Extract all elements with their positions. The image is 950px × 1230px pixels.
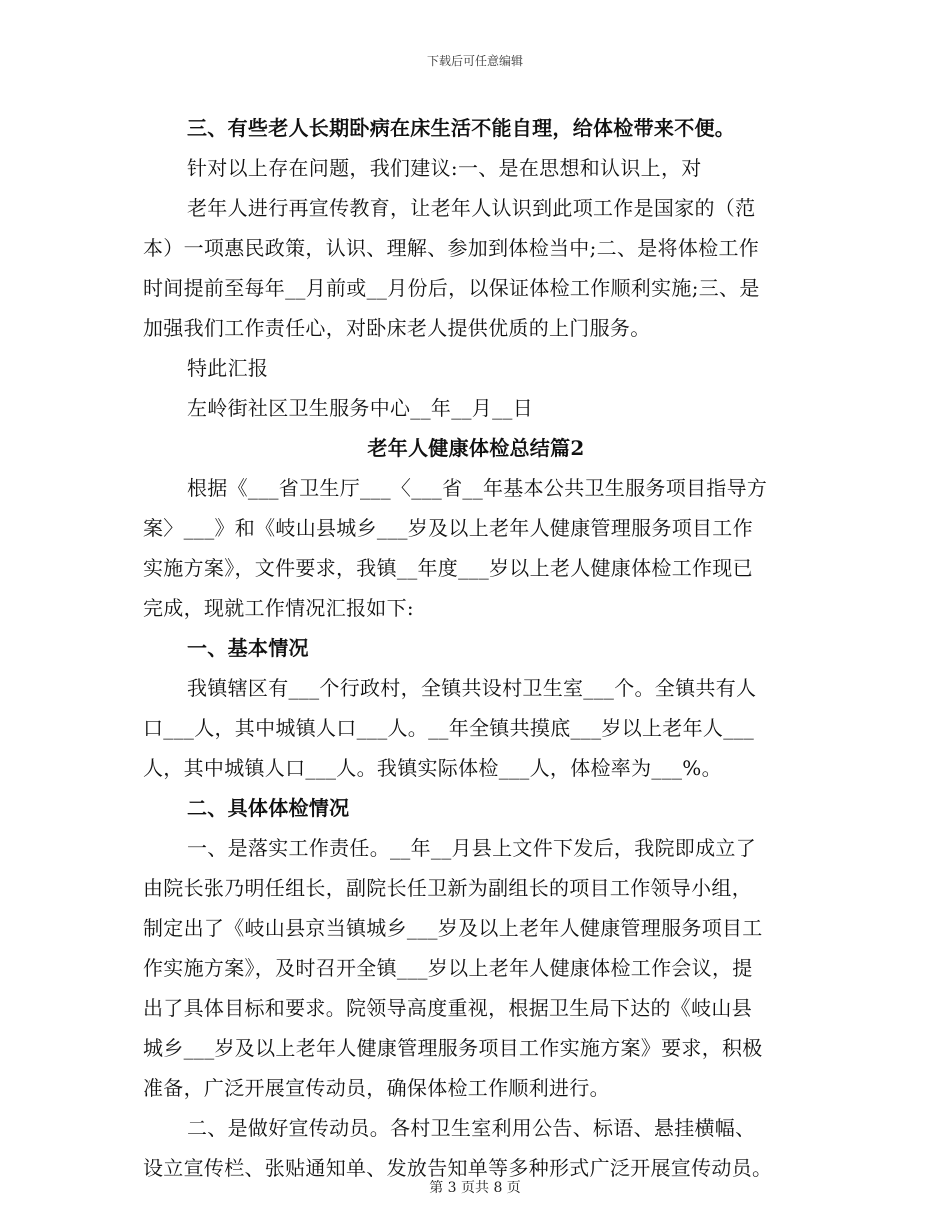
paragraph-line: 案〉___》和《岐山县城乡___岁及以上老年人健康管理服务项目工作 [143,516,753,540]
paragraph-line: 二、是做好宣传动员。各村卫生室利用公告、标语、悬挂横幅、 [187,1116,756,1140]
paragraph-line: 城乡___岁及以上老年人健康管理服务项目工作实施方案》要求，积极 [143,1036,763,1060]
page-header: 下载后可任意编辑 [426,54,523,68]
paragraph-line: 一、是落实工作责任。__年__月县上文件下发后，我院即成立了 [187,836,756,860]
paragraph-line: 人，其中城镇人口___人。我镇实际体检___人，体检率为___%。 [143,756,722,780]
paragraph-line: 根据《___省卫生厅___〈___省__年基本公共卫生服务项目指导方 [187,476,768,500]
closing-text: 特此汇报 [187,356,269,380]
section-title: 老年人健康体检总结篇2 [367,436,585,460]
paragraph-line: 由院长张乃明任组长，副院长任卫新为副组长的项目工作领导小组， [143,876,752,900]
paragraph-line: 实施方案》，文件要求，我镇__年度___岁以上老人健康体检工作现已 [143,556,753,580]
paragraph-line: 针对以上存在问题，我们建议:一、是在思想和认识上，对 [187,156,702,180]
document-body [143,108,809,1188]
paragraph-line: 老年人进行再宣传教育，让老年人认识到此项工作是国家的（范 [187,196,756,220]
paragraph-line: 加强我们工作责任心，对卧床老人提供优质的上门服务。 [143,316,651,340]
paragraph-line: 准备，广泛开展宣传动员，确保体检工作顺利进行。 [143,1076,610,1100]
paragraph-line: 制定出了《岐山县京当镇城乡___岁及以上老年人健康管理服务项目工 [143,916,763,940]
subheading-basic: 一、基本情况 [187,636,309,660]
paragraph-line: 时间提前至每年__月前或__月份后，以保证体检工作顺利实施;三、是 [143,276,760,300]
subheading-details: 二、具体体检情况 [187,796,350,820]
paragraph-line: 出了具体目标和要求。院领导高度重视，根据卫生局下达的《岐山县 [143,996,752,1020]
paragraph-line: 本）一项惠民政策，认识、理解、参加到体检当中;二、是将体检工作 [143,236,760,260]
page-footer: 第 3 页共 8 页 [429,1180,521,1196]
paragraph-line: 作实施方案》，及时召开全镇___岁以上老年人健康体检工作会议，提 [143,956,753,980]
signature-line: 左岭街社区卫生服务中心__年__月__日 [187,396,533,420]
item-three-heading: 三、有些老人长期卧病在床生活不能自理，给体检带来不便。 [187,116,736,140]
paragraph-line: 设立宣传栏、张贴通知单、发放告知单等多种形式广泛开展宣传动员。 [143,1156,773,1180]
paragraph-line: 完成，现就工作情况汇报如下: [143,596,414,620]
paragraph-line: 口___人，其中城镇人口___人。__年全镇共摸底___岁以上老年人___ [143,716,755,740]
paragraph-line: 我镇辖区有___个行政村，全镇共设村卫生室___个。全镇共有人 [187,676,757,700]
